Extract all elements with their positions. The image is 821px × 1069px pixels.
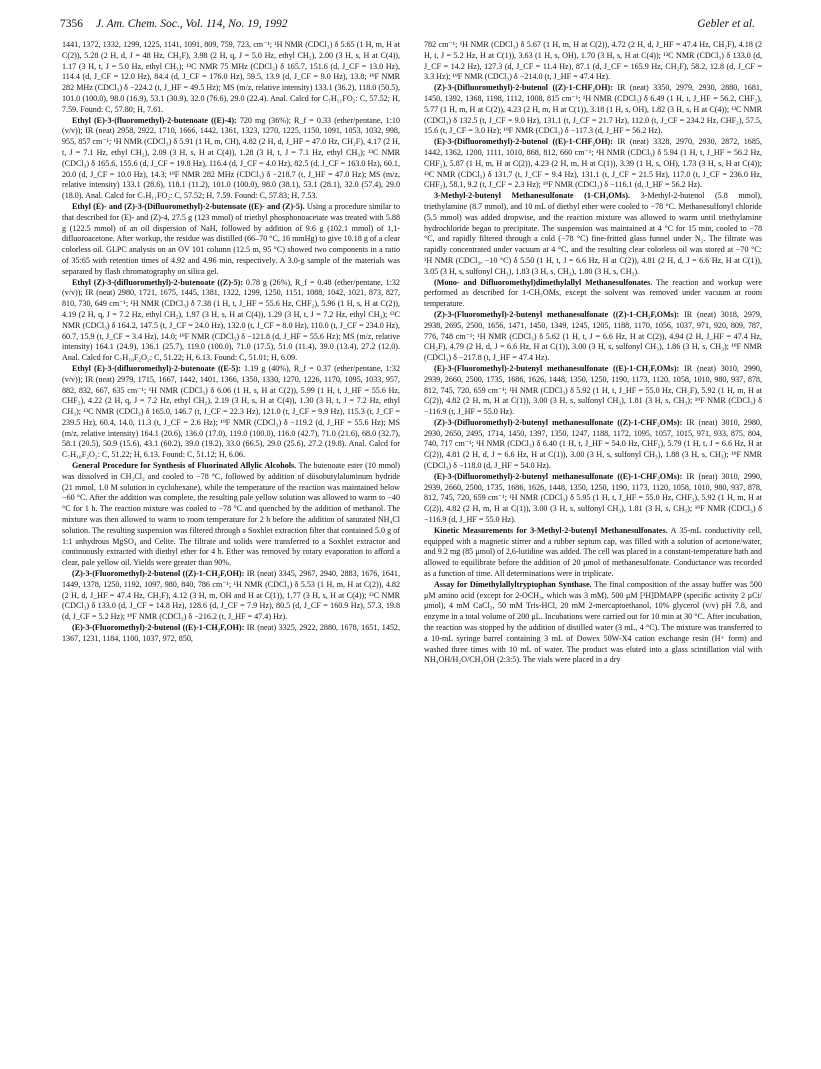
paragraph-text: IR (neat) 3345, 2967, 2940, 2883, 1676, 1641, 1449, 1378, 1250, 1192, 1097, 980, 840, 786 cm⁻¹; ¹H NMR (CDCl₃) δ 5.53 (1 H, m, H at C(2)), 4.82 (2 H, d, J_HF = 47.4 Hz, CH₂F), 4.12 (3 H, m, OH and H at C(1)), 1.77 (3 H, s, H at C(4)); ¹³C NMR (CDCl₃) δ 133.0 (d, J_CF = 14.8 Hz), 128.6 (d, J_CF = 7.9 Hz), 80.5 (d, J_CF = 160.9 Hz), 57.3, 19.8 (d, J_CF = 5.2 Hz); ¹⁹F NMR (CDCl₃) δ −216.2 (t, J_HF = 47.4) Hz).	[62, 569, 400, 622]
paragraph	[424, 83, 762, 137]
paragraph	[62, 364, 400, 461]
paragraph-title: (E)-3-(Difluoromethyl)-2-butenyl methanesulfonate ((E)-1-CHF₂OMs):	[434, 471, 683, 481]
paragraph-title: Ethyl (E)- and (Z)-3-(Difluoromethyl)-2-butenoate ((E)- and (Z)-5).	[72, 201, 305, 211]
paragraph-title: (E)-3-(Fluoromethyl)-2-butenyl methanesulfonate ((E)-1-CH₂F,OMs):	[434, 363, 680, 373]
paragraph	[424, 137, 762, 191]
left-column	[62, 40, 400, 1060]
paragraph	[424, 418, 762, 472]
paragraph-text: IR (neat) 3328, 2970, 2930, 2872, 1685, 1442, 1362, 1200, 1111, 1010, 868, 812, 660 cm⁻¹; ¹H NMR (CDCl₃) δ 5.94 (1 H, t, J_HF = 56.2 Hz, CHF₂), 5.87 (1 H, m, H at C(2)), 4.23 (2 H, m, H at C(1)), 3.39 (1 H, s, OH), 1.73 (3 H, s, H at C(4)); ¹³C NMR (CDCl₃) δ 131.7 (t, J_CF = 9.4 Hz), 131.1 (t, J_CF = 21.5 Hz), 117.0 (t, J_CF = 236.0 Hz, CHF₂), 58.1, 9.2 (t, J_CF = 2.3 Hz); ¹⁹F NMR (CDCl₃) δ −116.1 (d, J_HF = 56.2 Hz).	[424, 137, 762, 190]
right-column	[424, 40, 762, 1060]
paragraph	[424, 526, 762, 580]
page-header	[60, 18, 761, 36]
paragraph-title: Assay for Dimethylallyltryptophan Synthase.	[434, 579, 592, 589]
paragraph	[62, 569, 400, 623]
paragraph-title: (Mono- and Difluoromethyl)dimethylallyl Methanesulfonates.	[434, 277, 653, 287]
paragraph	[62, 461, 400, 569]
paragraph-text: IR (neat) 3010, 2990, 2939, 2660, 2500, 1735, 1686, 1626, 1448, 1350, 1250, 1190, 1173, 1120, 1058, 1010, 980, 937, 878, 812, 745, 720, 659 cm⁻¹; ¹H NMR (CDCl₃) δ 5.95 (1 H, t, J_HF = 55.0 Hz, CHF₂), 5.92 (1 H, m, H at C(2)), 4.82 (2 H, m, H at C(1)), 3.00 (3 H, s, sulfonyl CH₃), 1.81 (3 H, s, CH₃); ¹⁹F NMR (CDCl₃) δ −116.9 (d, J_HF = 55.0 Hz).	[424, 471, 762, 525]
paragraph-text: 0.78 g (26%), R_f = 0.48 (ether/pentane, 1:32 (v/v)); IR (neat) 2980, 1721, 1675, 1445, 1381, 1322, 1299, 1250, 1151, 1088, 1042, 1021, 873, 827, 810, 730, 649 cm⁻¹; ¹H NMR (CDCl₃) δ 7.38 (1 H, t, J_HF = 55.6 Hz, CHF₂), 5.96 (1 H, s, H at C(2)), 4.19 (2 H, q, J = 7.2 Hz, ethyl CH₂), 1.97 (3 H, s, H at C(4)), 1.29 (3 H, t, J = 7.2 Hz, ethyl CH₃); ¹³C NMR (CDCl₃) δ 164.2, 147.5 (t, J_CF = 24.0 Hz), 132.0 (t, J_CF = 8.0 Hz), 110.0 (t, J_CF = 234.0 Hz), 60.7, 15.9 (t, J_CF = 3.4 Hz), 14.0; ¹⁹F NMR (CDCl₃) δ −121.8 (d, J_HF = 55.6 Hz); MS (m/z, relative intensity) 164.1 (24.9), 136.1 (25.7), 119.0 (100.0), 71.0 (17.5), 51.0 (11.4), 39.0 (13.4), 27.2 (12.0). Anal. Calcd for C₇H₁₀F₂O₂: C, 51.22; H, 6.13. Found: C, 51.01; H, 6.09.	[62, 277, 400, 363]
paragraph-title: General Procedure for Synthesis of Fluorinated Allylic Alcohols.	[72, 461, 297, 471]
paragraph	[424, 191, 762, 277]
paragraph-text: The reaction and workup were performed as described for 1-CH₃OMs, except the solvent was removed under vacuum at room temperature.	[424, 277, 762, 309]
paragraph-text: Using a procedure similar to that described for (E)- and (Z)-4, 27.5 g (123 mmol) of triethyl phosphonoacetate was treated with 5.88 g (122.5 mmol) of an oil dispersion of NaH, followed by addition of 9.6 g (102.1 mmol) of 1,1-difluoroacetone. After workup, the residue was distilled (66–70 °C, 16 mmHg) to give 10.18 g of a clear colorless oil. GLPC analysis on an OV 101 column (12.5 m, 95 °C) showed two components in a ratio of 35:65 with retention times of 4.92 and 4.96 min, respectively. A 3.0-g sample of the materials was separated by flash chromatography on silica gel.	[62, 201, 400, 276]
paragraph	[424, 364, 762, 418]
paragraph-text: The final composition of the assay buffer was 500 μM amino acid (except for 2-OCH₃, which was 3 mM), 500 μM [³H]DMAPP (specific activity 2 μCi/μmol), 4 mM CaCl₂, 50 mM Tris-HCl, 20 mM 2-mercaptoethanol, 10% glycerol (v/v) pH 7.8, and enzyme in a total volume of 200 μL. Incubations were carried out for 10 min at 30 °C. After incubation, the reaction was stopped by the addition of distilled water (3 mL, 4 °C). The mixture was transferred to a 10-mL syringe barrel containing 3 mL of Dowex 50W-X4 cation exchange resin (H⁺ form) and washed three times with 10 mL of water. The product was eluted into a glass scintillation vial with NH₄OH/H₂O/CH₃OH (2:3:5). The vials were placed in a dry	[424, 579, 762, 665]
paragraph-text: A 35-mL conductivity cell, equipped with a magnetic stirrer and a rubber septum cap, was filled with a solution of acetone/water, and 9.2 mg (85 μmol) of 2,6-lutidine was added. The cell was placed in a constant-temperature bath and allowed to equilibrate before the addition of 20 μmol of methanesulfonate. Conductance was recorded as a function of time. All determinations were in triplicate.	[424, 525, 762, 579]
paragraph	[62, 202, 400, 278]
paragraph-text: 1.19 g (40%), R_f = 0.37 (ether/pentane, 1:32 (v/v)); IR (neat) 2979, 1715, 1667, 1442, 1401, 1366, 1350, 1330, 1270, 1226, 1170, 1095, 1033, 957, 882, 832, 667, 635 cm⁻¹; ¹H NMR (CDCl₃) δ 6.06 (1 H, s, H at C(2)), 5.99 (1 H, t, J_HF = 55.6 Hz, CHF₂), 4.22 (2 H, q, J = 7.2 Hz, ethyl CH₂), 2.19 (3 H, s, H at C(4)), 1.30 (3 H, t, J = 7.2 Hz, ethyl CH₃); ¹³C NMR (CDCl₃) δ 165.0, 146.7 (t, J_CF = 22.3 Hz), 121.0 (t, J_CF = 9.9 Hz), 115.3 (t, J_CF = 239.5 Hz), 60.4, 14.0, 11.3 (t, J_CF = 2.6 Hz); ¹⁹F NMR (CDCl₃) δ −119.2 (d, J_HF = 55.6 Hz); MS (m/z, relative intensity) 164.1 (20.6), 136.0 (17.0), 119.0 (100.0), 116.0 (42.7), 71.0 (21.6), 68.0 (32.7), 58.1 (20.5), 50.9 (15.6), 43.1 (60.2), 39.0 (19.2), 33.0 (66.5), 29.0 (25.6), 27.2 (19.8). Anal. Calcd for C₇H₁₀F₂O₂: C, 51.22; H, 6.13. Found: C, 51.12; H, 6.06.	[62, 363, 400, 460]
paragraph	[62, 40, 400, 116]
running-authors: Gebler et al.	[697, 18, 755, 30]
paragraph-title: (Z)-3-(Difluoromethyl)-2-butenyl methanesulfonate ((Z)-1-CHF₂OMs):	[434, 417, 683, 427]
paragraph-text: IR (neat) 3010, 2980, 2930, 2650, 2495, 1714, 1450, 1397, 1350, 1247, 1188, 1172, 1095, 1057, 1015, 971, 933, 875, 804, 740, 717 cm⁻¹; ¹H NMR (CDCl₃) δ 6.40 (1 H, t, J_HF = 54.0 Hz, CHF₂), 5.79 (1 H, t, J = 6.6 Hz, H at C(2)), 4.81 (2 H, d, J = 6.6 Hz, H at C(1)), 3.00 (3 H, s, sulfonyl CH₃), 1.88 (3 H, s, CH₃); ¹⁹F NMR (CDCl₃) δ −118.0 (d, J_HF = 54.0 Hz).	[424, 417, 762, 471]
paragraph-title: Ethyl (Z)-3-(difluoromethyl)-2-butenoate ((Z)-5):	[72, 277, 244, 287]
paragraph-text: 3-Methyl-2-butenol (5.8 mmol), triethylamine (8.7 mmol), and 10 mL of diethyl ether were cooled to −78 °C. Methanesulfonyl chloride (5.5 mmol) was added dropwise, and the reaction mixture was allowed to warm until triethylamine hydrochloride began to precipitate. The suspension was maintained at 4 °C for 15 min, cooled to −78 °C, and rapidly filtered through a cold (−78 °C) fine-fritted glass funnel under N₂. The filtrate was rapidly concentrated under vacuum at 4 °C, and the resulting clear colorless oil was stored at −70 °C: ¹H NMR (CDCl₃, −10 °C) δ 5.50 (1 H, t, J = 6.6 Hz, H at C(2)), 4.81 (2 H, d, J = 6.6 Hz, H at C(1)), 3.05 (3 H, s, sulfonyl CH₃), 1.83 (3 H, s, CH₃), 1.80 (3 H, s, CH₃).	[424, 191, 762, 276]
paragraph	[62, 278, 400, 364]
paragraph-text: IR (neat) 3018, 2979, 2938, 2695, 2500, 1656, 1471, 1450, 1349, 1245, 1205, 1188, 1170, 1056, 1037, 971, 920, 809, 787, 776, 748 cm⁻¹; ¹H NMR (CDCl₃) δ 5.62 (1 H, t, J = 6.6 Hz, H at C(2)), 4.94 (2 H, J_HF = 47.4 Hz, CH₂F), 4.79 (2 H, d, J = 6.6 Hz, H at C(1)), 3.00 (3 H, s, sulfonyl CH₃), 1.86 (3 H, s, CH₃); ¹⁹F NMR (CDCl₃) δ −217.8 (t, J_HF = 47.4 Hz).	[424, 309, 762, 363]
paragraph-text: 1441, 1372, 1332, 1299, 1225, 1141, 1091, 809, 759, 723, cm⁻¹; ¹H NMR (CDCl₃) δ 5.65 (1 H, m, H at C(2)), 5.28 (2 H, d, J = 48 Hz, CH₂F), 3.98 (2 H, q, J = 5.0 Hz, ethyl CH₂), 2.00 (3 H, s, H at C(4)), 1.17 (3 H, t, J = 5.0 Hz, ethyl CH₃); ¹³C NMR 75 MHz (CDCl₃) δ 165.7, 151.6 (d, J_CF = 13.0 Hz), 114.4 (d, J_CF = 12.0 Hz), 84.4 (d, J_CF = 176.0 Hz), 59.5, 13.9 (d, J_CF = 9.0 Hz), 13.8; ¹⁹F NMR 282 MHz (CDCl₃) δ −224.2 (t, J_HF = 49.5 Hz); MS (m/z, relative intensity) 133.1 (36.2), 118.0 (50.5), 101.0 (100.0), 98.0 (16.9), 53.1 (30.9), 32.0 (76.6), 29.0 (22.4). Anal. Calcd for C₇H₁₁FO₂: C, 57.52; H, 7.59. Found: C, 57.80; H, 7.61.	[62, 40, 400, 114]
paragraph-text: IR (neat) 3010, 2990, 2939, 2660, 2500, 1735, 1686, 1626, 1448, 1350, 1250, 1190, 1173, 1120, 1058, 1010, 980, 937, 878, 812, 745, 720, 659 cm⁻¹; ¹H NMR (CDCl₃) δ 5.92 (1 H, t, J_HF = 55.0 Hz, CH₂F), 5.92 (1 H, m, H at C(2)), 4.82 (2 H, m, H at C(1)), 3.00 (3 H, s, sulfonyl CH₃), 1.81 (3 H, s, CH₃); ¹⁹F NMR (CDCl₃) δ −116.9 (t, J_HF = 55.0 Hz).	[424, 363, 762, 417]
paragraph-title: (Z)-3-(Fluoromethyl)-2-butenol ((Z)-1-CH₂F,OH):	[72, 569, 245, 579]
journal-citation: J. Am. Chem. Soc., Vol. 114, No. 19, 1992	[96, 18, 288, 30]
paragraph-title: (E)-3-(Fluoromethyl)-2-butenol ((E)-1-CH₂F,OH):	[72, 623, 245, 633]
paragraph-title: (Z)-3-(Difluoromethyl)-2-butenol ((Z)-1-CHF₂OH):	[434, 83, 613, 93]
paragraph	[424, 472, 762, 526]
page-number: 7356	[60, 18, 83, 30]
paragraph-text: IR (neat) 3350, 2979, 2930, 2880, 1681, 1450, 1392, 1368, 1198, 1112, 1008, 815 cm⁻¹; ¹H NMR (CDCl₃) δ 6.49 (1 H, t, J_HF = 56.2, CHF₂), 5.77 (1 H, m, H at C(2)), 4.23 (2 H, m, H at C(1)), 3.18 (1 H, s, OH), 1.82 (3 H, s, H at C(4)); ¹³C NMR (CDCl₃) δ 132.5 (t, J_CF = 9.0 Hz), 131.1 (t, J_CF = 21.7 Hz), 112.0 (t, J_CF = 234.2 Hz, CHF₂), 57.5, 15.6 (t, J_CF = 3.0 Hz); ¹⁹F NMR (CDCl₃) δ −117.3 (d, J_HF = 56.2 Hz).	[424, 83, 762, 136]
paragraph-text: IR (neat) 3325, 2922, 2880, 1678, 1651, 1452, 1367, 1231, 1184, 1100, 1037, 972, 850,	[62, 623, 400, 643]
paragraph-text: 782 cm⁻¹; ¹H NMR (CDCl₃) δ 5.67 (1 H, m, H at C(2)), 4.72 (2 H, d, J_HF = 47.4 Hz, CH₂F), 4.18 (2 H, t, J = 5.2 Hz, H at C(1)), 3.63 (1 H, s, OH), 1.70 (3 H, s, H at C(4)); ¹³C NMR (CDCl₃) δ 133.0 (d, J_CF = 14.2 Hz), 127.3 (d, J_CF = 11.4 Hz), 87.1 (d, J_CF = 165.9 Hz, CH₂F), 58.2, 12.8 (d, J_CF = 3.3 Hz); ¹⁹F NMR (CDCl₃) δ −214.0 (t, J_HF = 47.4 Hz).	[424, 40, 762, 82]
paragraph-title: (Z)-3-(Fluoromethyl)-2-butenyl methanesulfonate ((Z)-1-CH₂F,OMs):	[434, 309, 680, 319]
paragraph-text: 720 mg (36%); R_f = 0.33 (ether/pentane, 1:10 (v/v)); IR (neat) 2958, 2922, 1710, 1666, 1442, 1361, 1323, 1270, 1225, 1150, 1091, 1053, 1032, 998, 955, 857 cm⁻¹; ¹H NMR (CDCl₃) δ 5.91 (1 H, m, CH), 4.82 (2 H, d, J_HF = 47.0 Hz, CH₂F), 4.17 (2 H, t, J = 7.1 Hz, ethyl CH₂), 2.09 (3 H, s, H at C(4)), 1.28 (3 H, t, J = 7.1 Hz, ethyl CH₃); ¹³C NMR (CDCl₃) δ 165.6, 155.6 (d, J_CF = 19.8 Hz), 116.4 (d, J_CF = 4.0 Hz), 82.5 (d, J_CF = 163.0 Hz), 60.1, 20.0 (d, J_CF = 10.0 Hz), 14.3; ¹⁹F NMR 282 MHz (CDCl₃) δ −218.7 (t, J_HF = 47.0 Hz); MS (m/z, relative intensity) 133.1 (28.6), 118.1 (11.2), 101.0 (100.0), 98.0 (38.1), 53.1 (28.1), 32.0 (57.4), 29.0 (18.0). Anal. Calcd for C₇H₁₁FO₂: C, 57.52; H, 7.59. Found: C, 57.83; H, 7.53.	[62, 115, 400, 201]
paragraph	[424, 580, 762, 666]
paragraph-title: Ethyl (E)-3-(difluoromethyl)-2-butenoate ((E-5):	[72, 363, 241, 373]
paragraph	[424, 310, 762, 364]
paragraph-text: The butenoate ester (10 mmol) was dissolved in CH₂Cl₂ and cooled to −78 °C, followed by addition of diisobutylaluminum hydride (21 mmol, 1.0 M solution in cyclohexane), while the temperature of the reaction was maintained below −60 °C. After the addition was complete, the resulting pale yellow solution was allowed to warm to −40 °C for 1 h. The reaction mixture was cooled to −78 °C and quenched by the addition of methanol. The mixture was then allowed to warm to room temperature for 2 h before the addition of saturated NH₄Cl solution. The resulting suspension was filtered through a Soxhlet extraction filter that contained 5.0 g of 1:1 anhydrous MgSO₄ and Celite. The filtrate and solids were transferred to a Soxhlet extractor and continuously extracted with diethyl ether for 4 h. Ether was removed by rotary evaporation to afford a clear, pale yellow oil. Yields were greater than 90%.	[62, 461, 400, 568]
paragraph-title: (E)-3-(Difluoromethyl)-2-butenol ((E)-1-CHF₂OH):	[434, 137, 613, 147]
paragraph	[62, 623, 400, 645]
paragraph	[62, 116, 400, 202]
paragraph-title: Ethyl (E)-3-(fluoromethyl)-2-butenoate ((E)-4):	[72, 115, 237, 125]
paragraph	[424, 40, 762, 83]
paragraph-title: 3-Methyl-2-butenyl Methanesulfonate (1-CH₃OMs).	[434, 191, 630, 201]
paragraph	[424, 278, 762, 310]
paragraph-title: Kinetic Measurements for 3-Methyl-2-butenyl Methanesulfonates.	[434, 525, 668, 535]
